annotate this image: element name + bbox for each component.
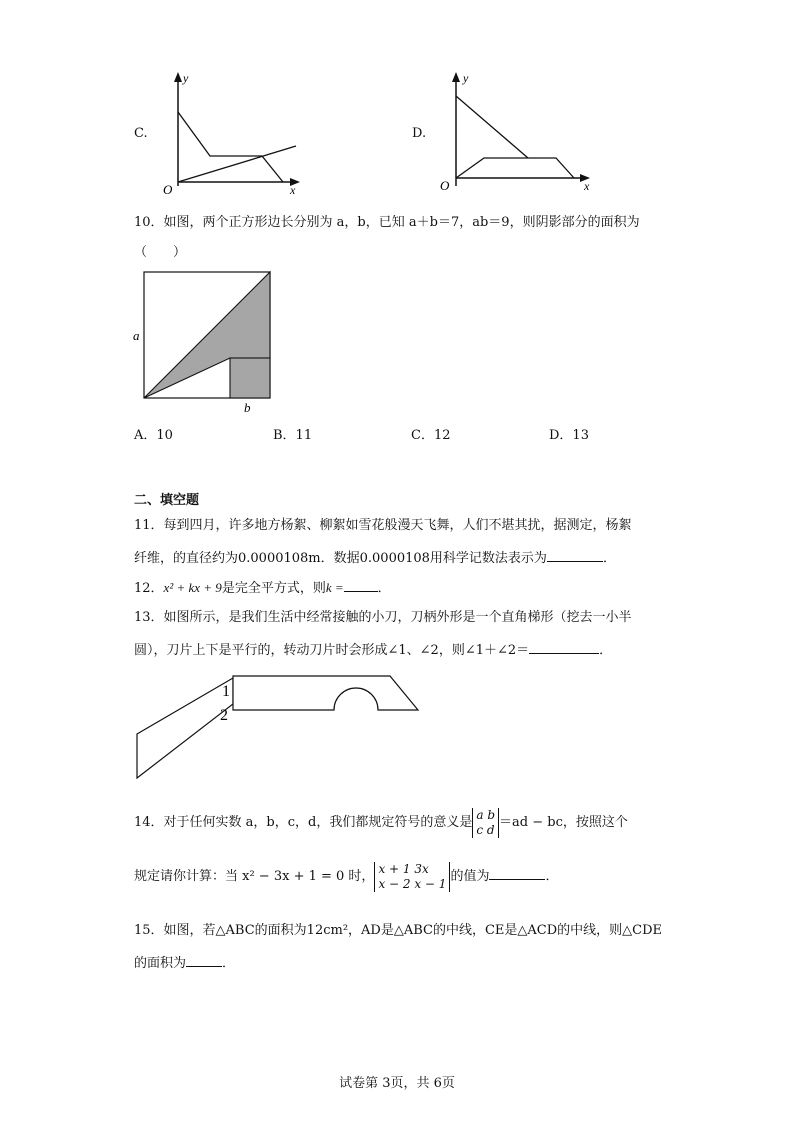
- option-c-label: C.: [134, 126, 148, 141]
- q10-option-c[interactable]: C．12: [411, 428, 451, 443]
- q12-line: [134, 579, 391, 598]
- q14-text-start: 14．对于任何实数 a，b，c，d，我们都规定符号的意义是: [134, 815, 473, 830]
- q13-end: ．: [599, 643, 613, 658]
- det2-top-row: x + 1 3x: [378, 861, 429, 876]
- q15-line1: 15．如图，若△ABC的面积为12cm²，AD是△ABC的中线，CE是△ACD的中线，则△CDE: [134, 923, 663, 938]
- q10-option-d[interactable]: D．13: [549, 428, 589, 443]
- det-top-row: a b: [476, 807, 496, 822]
- label-a: a: [133, 328, 140, 343]
- q10-option-b[interactable]: B．11: [273, 428, 313, 443]
- q12-k: k =: [325, 580, 344, 595]
- q14-line2-text: 规定请你计算：当 x² − 3x + 1 = 0 时，: [134, 869, 375, 884]
- det-bottom-row: c d: [476, 822, 495, 837]
- q10-option-a[interactable]: A．10: [134, 428, 173, 443]
- q12-end: ．: [377, 581, 391, 596]
- angle-1-label: 1: [222, 683, 230, 700]
- x-axis-label: x: [584, 179, 590, 193]
- q13-line2-text: 圆），刀片上下是平行的，转动刀片时会形成∠1、∠2，则∠1＋∠2＝: [134, 643, 530, 658]
- determinant-definition: [472, 808, 499, 838]
- q14-text-end: ＝ad − bc，按照这个: [499, 815, 628, 830]
- q13-line1: 13．如图所示，是我们生活中经常接触的小刀，刀柄外形是一个直角梯形（挖去一小半: [134, 610, 632, 625]
- q11-line2: [134, 549, 616, 568]
- q14-line2: [134, 860, 558, 894]
- q14-end: ．: [545, 869, 559, 884]
- q12-text: 是完全平方式，则: [221, 581, 326, 596]
- y-axis-label: y: [183, 71, 189, 85]
- q14-line1: [134, 806, 628, 840]
- section-title: 二、填空题: [134, 493, 200, 508]
- angle-2-label: 2: [220, 707, 228, 724]
- q13-line2: [134, 641, 612, 660]
- page-footer: 试卷第 3页，共 6页: [339, 1076, 455, 1091]
- origin-label: O: [440, 178, 450, 193]
- option-c-graph: [158, 68, 303, 196]
- q11-line2-text: 纤维，的直径约为0.0000108m．数据0.0000108用科学记数法表示为: [134, 551, 547, 566]
- q15-line2-text: 的面积为: [134, 956, 187, 971]
- q15-end: ．: [222, 956, 236, 971]
- det2-bottom-row: x − 2 x − 1: [378, 876, 447, 891]
- q11-line1: 11．每到四月，许多地方杨絮、柳絮如雪花般漫天飞舞，人们不堪其扰，据测定，杨絮: [134, 518, 632, 533]
- y-axis-label: y: [463, 71, 469, 85]
- q15-line2: [134, 954, 235, 973]
- q10-text: 10．如图，两个正方形边长分别为 a，b，已知 a＋b＝7，ab＝9，则阴影部分的面积为: [134, 215, 640, 230]
- determinant-expression: [374, 862, 450, 892]
- q10-squares-figure: [126, 268, 286, 416]
- label-b: b: [244, 400, 251, 415]
- q10-paren: （ ）: [134, 245, 187, 260]
- answer-blank[interactable]: [529, 641, 599, 654]
- option-d-graph: [436, 68, 596, 196]
- q11-end: ．: [602, 551, 616, 566]
- option-d-label: D.: [412, 126, 427, 141]
- x-axis-label: x: [290, 183, 296, 196]
- q13-knife-figure: [132, 668, 424, 784]
- origin-label: O: [163, 182, 173, 196]
- q12-number: 12．: [134, 581, 164, 596]
- answer-blank[interactable]: [547, 549, 603, 562]
- q14-line2-end: 的值为: [450, 869, 490, 884]
- answer-blank[interactable]: [489, 867, 545, 880]
- answer-blank[interactable]: [186, 954, 222, 967]
- q12-expression: x² + kx + 9: [163, 580, 222, 595]
- answer-blank[interactable]: [344, 579, 378, 592]
